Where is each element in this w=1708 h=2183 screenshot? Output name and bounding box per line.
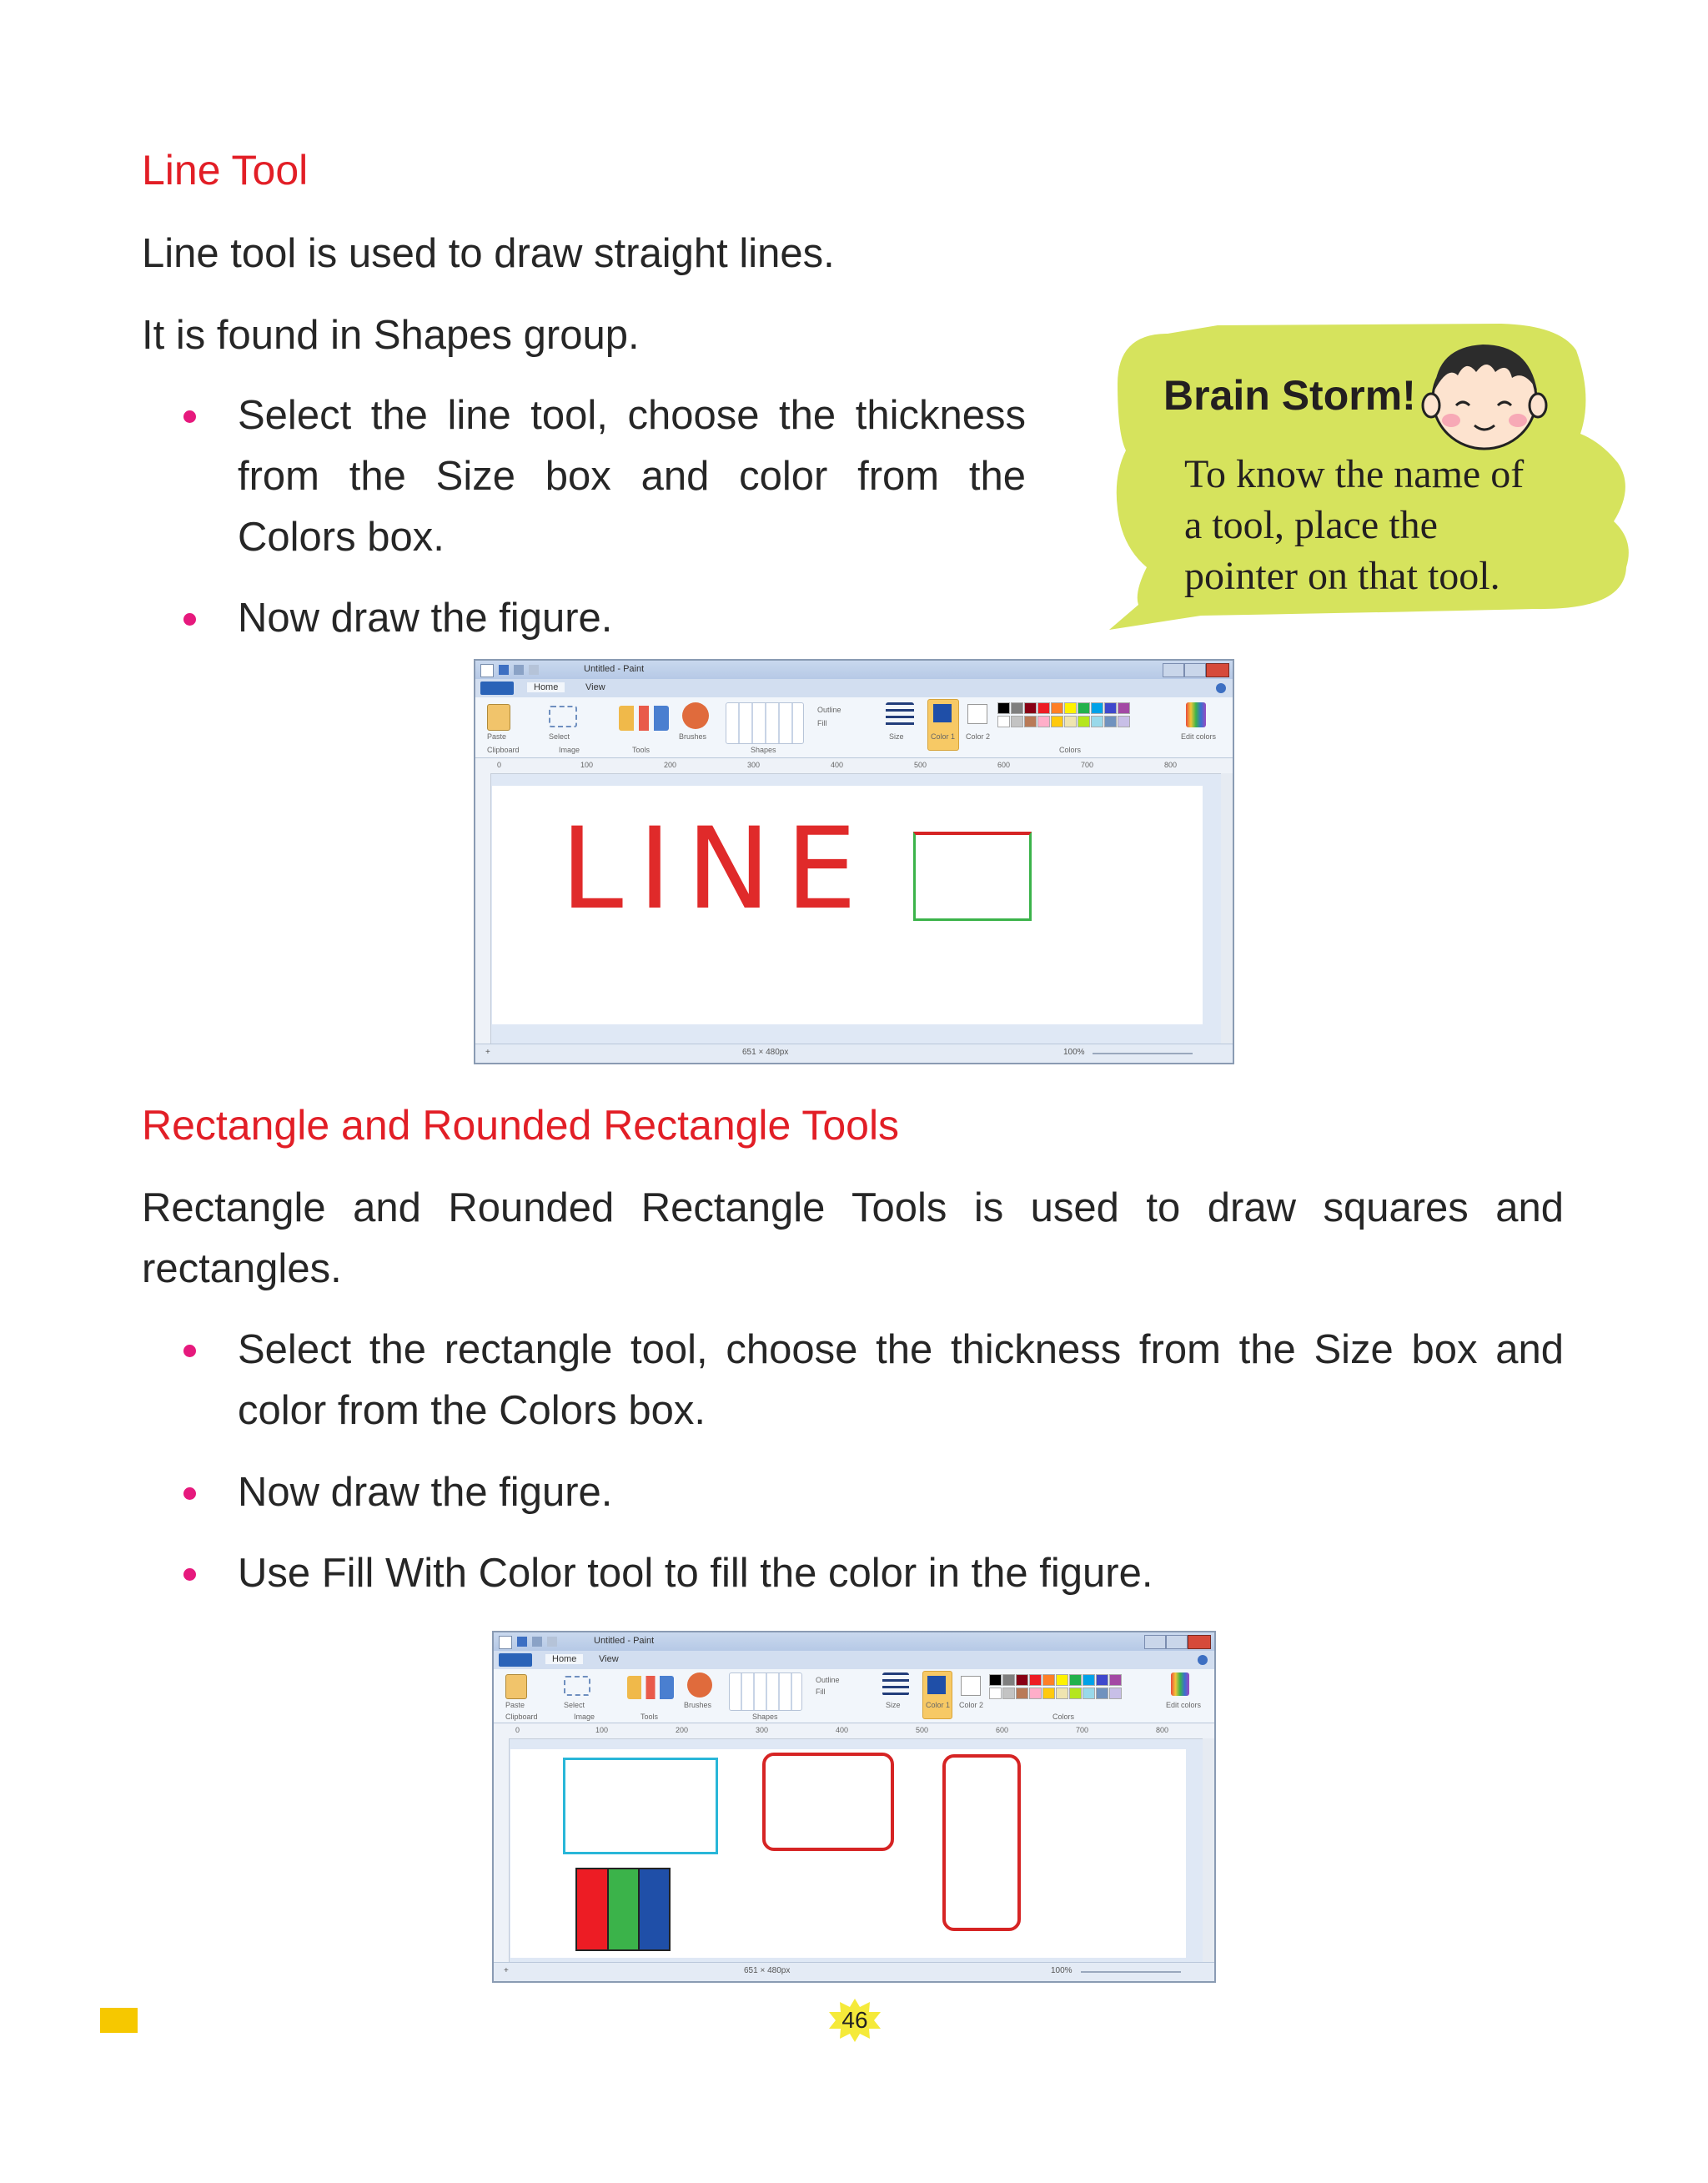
palette-swatch[interactable]: [1016, 1674, 1028, 1686]
section-heading-line-tool: Line Tool: [142, 147, 309, 194]
ribbon: [475, 697, 1233, 758]
palette-swatch[interactable]: [1064, 702, 1077, 714]
tab-home[interactable]: Home: [545, 1654, 583, 1664]
size-icon[interactable]: [882, 1672, 909, 1696]
window-title: Untitled - Paint: [594, 1636, 655, 1646]
color2-swatch[interactable]: [967, 704, 987, 724]
undo-icon[interactable]: [532, 1637, 542, 1647]
edit-colors-icon[interactable]: [1186, 702, 1206, 727]
ruler-mark: 600: [997, 761, 1011, 769]
group-label-tools: Tools: [632, 746, 651, 754]
palette-swatch[interactable]: [1109, 1674, 1122, 1686]
paint-window-rectangles: [492, 1631, 1216, 1983]
brushes-icon[interactable]: [687, 1672, 712, 1698]
palette-swatch[interactable]: [1042, 1674, 1055, 1686]
maximize-button[interactable]: [1184, 663, 1206, 677]
redo-icon[interactable]: [547, 1637, 557, 1647]
bullet-dot: [183, 1487, 196, 1500]
ruler-mark: 700: [1076, 1726, 1089, 1734]
zoom-slider[interactable]: [1093, 1053, 1193, 1054]
title-bar: [494, 1632, 1214, 1651]
palette-swatch[interactable]: [1064, 716, 1077, 727]
palette-swatch[interactable]: [1029, 1688, 1042, 1699]
ruler-mark: 500: [914, 761, 927, 769]
horizontal-ruler: [475, 758, 1233, 774]
palette-swatch[interactable]: [1091, 716, 1103, 727]
ruler-mark: 100: [595, 1726, 609, 1734]
ruler-mark: 200: [676, 1726, 689, 1734]
palette-swatch[interactable]: [1083, 1674, 1095, 1686]
select-icon[interactable]: [564, 1676, 590, 1696]
tab-home[interactable]: Home: [527, 682, 565, 692]
palette-swatch[interactable]: [1011, 702, 1023, 714]
add-icon: +: [504, 1966, 509, 1975]
close-button[interactable]: [1206, 663, 1229, 677]
palette-swatch[interactable]: [1069, 1688, 1082, 1699]
palette-swatch[interactable]: [1104, 702, 1117, 714]
status-bar: [475, 1044, 1233, 1063]
ruler-mark: 300: [747, 761, 761, 769]
paint-window-line: [474, 659, 1234, 1064]
ruler-mark: 400: [831, 761, 844, 769]
ribbon-tabs: [475, 679, 1233, 697]
size-label: Size: [889, 732, 904, 741]
size-label: Size: [886, 1701, 901, 1709]
bullet-dot: [183, 1345, 196, 1357]
group-label-clipboard: Clipboard: [487, 746, 520, 754]
app-icon: [480, 664, 494, 677]
save-icon[interactable]: [499, 665, 509, 675]
page-number-badge: [826, 1997, 884, 2044]
shapes-gallery[interactable]: [726, 702, 804, 744]
vertical-ruler: [494, 1738, 510, 1963]
color1-swatch: [927, 1676, 946, 1694]
palette-swatch[interactable]: [989, 1688, 1002, 1699]
color2-label: Color 2: [966, 732, 991, 741]
size-icon[interactable]: [886, 702, 914, 727]
rectangle-tools-description: [142, 1178, 1564, 1300]
bullet-dot: [183, 410, 196, 423]
zoom-level: 100%: [1051, 1966, 1073, 1975]
bullet-dot: [183, 613, 196, 626]
minimize-button[interactable]: [1163, 663, 1184, 677]
tools-icons[interactable]: [627, 1676, 674, 1699]
zoom-level: 100%: [1063, 1048, 1085, 1057]
window-title: Untitled - Paint: [584, 664, 645, 674]
maximize-button[interactable]: [1166, 1635, 1188, 1649]
palette-swatch[interactable]: [1011, 716, 1023, 727]
brainstorm-callout: [1101, 317, 1635, 634]
list-item-line: from the Size box and color from the: [238, 454, 1026, 499]
canvas-rounded-rectangle: [762, 1753, 894, 1851]
paragraph-line: Rectangle and Rounded Rectangle Tools is used to draw squares and: [142, 1185, 1564, 1230]
palette-swatch[interactable]: [1096, 1674, 1108, 1686]
ruler-mark: 100: [580, 761, 594, 769]
section-heading-rectangle-tools: Rectangle and Rounded Rectangle Tools: [142, 1102, 900, 1149]
fill-blue: [640, 1869, 669, 1949]
edit-colors-icon[interactable]: [1171, 1672, 1189, 1696]
add-icon: +: [485, 1048, 490, 1057]
status-bar: [494, 1962, 1214, 1981]
palette-swatch[interactable]: [1056, 1674, 1068, 1686]
brushes-label: Brushes: [684, 1701, 712, 1709]
palette-swatch[interactable]: [989, 1674, 1002, 1686]
palette-swatch[interactable]: [1024, 716, 1037, 727]
ribbon: [494, 1669, 1214, 1723]
select-icon[interactable]: [549, 706, 577, 727]
title-bar: [475, 661, 1233, 679]
outline-label: Outline: [816, 1676, 840, 1684]
app-icon: [499, 1636, 512, 1649]
canvas-rectangle-cyan: [563, 1758, 718, 1854]
group-label-shapes: Shapes: [752, 1713, 778, 1721]
brainstorm-line: To know the name of: [1184, 452, 1525, 496]
paragraph-line: rectangles.: [142, 1246, 342, 1291]
zoom-slider[interactable]: [1081, 1971, 1181, 1973]
palette-swatch[interactable]: [1037, 716, 1050, 727]
group-label-image: Image: [574, 1713, 595, 1721]
palette-swatch[interactable]: [1083, 1688, 1095, 1699]
file-menu-button[interactable]: [480, 682, 514, 695]
brushes-label: Brushes: [679, 732, 707, 741]
palette-swatch[interactable]: [1109, 1688, 1122, 1699]
redo-icon[interactable]: [529, 665, 539, 675]
canvas-rectangle: [913, 832, 1032, 921]
outline-label: Outline: [817, 706, 841, 714]
palette-swatch[interactable]: [1016, 1688, 1028, 1699]
list-item: Use Fill With Color tool to fill the color in the figure.: [238, 1551, 1153, 1596]
line-tool-description: Line tool is used to draw straight lines.: [142, 231, 835, 276]
list-item-line: color from the Colors box.: [238, 1388, 706, 1433]
ruler-mark: 700: [1081, 761, 1094, 769]
shapes-gallery[interactable]: [729, 1672, 802, 1711]
palette-swatch[interactable]: [1118, 716, 1130, 727]
cartoon-face-icon: [1416, 332, 1550, 457]
brainstorm-text: [1184, 449, 1524, 601]
list-item-line: Select the rectangle tool, choose the thickness from the Size box and: [238, 1327, 1564, 1372]
tools-icons[interactable]: [619, 706, 669, 731]
list-item: Now draw the figure.: [238, 596, 613, 641]
ruler-mark: 300: [756, 1726, 769, 1734]
selection-size-text: 651 × 480px: [744, 1966, 791, 1975]
brainstorm-title: Brain Storm!: [1163, 372, 1416, 419]
paste-label: Paste: [505, 1701, 525, 1709]
list-item: Now draw the figure.: [238, 1470, 613, 1515]
brainstorm-line: a tool, place the: [1184, 503, 1438, 547]
list-item: [238, 1320, 1564, 1441]
drawing-canvas[interactable]: [492, 786, 1203, 1024]
paste-icon[interactable]: [505, 1674, 527, 1699]
palette-swatch[interactable]: [997, 702, 1010, 714]
group-label-tools: Tools: [640, 1713, 659, 1721]
tab-view[interactable]: View: [599, 1654, 619, 1664]
palette-swatch[interactable]: [1078, 702, 1090, 714]
fill-label: Fill: [816, 1688, 826, 1696]
palette-swatch[interactable]: [1118, 702, 1130, 714]
palette-swatch[interactable]: [1002, 1688, 1015, 1699]
group-label-shapes: Shapes: [751, 746, 776, 754]
list-item-line: Colors box.: [238, 515, 445, 560]
palette-swatch[interactable]: [1069, 1674, 1082, 1686]
group-label-image: Image: [559, 746, 580, 754]
select-label: Select: [549, 732, 570, 741]
paste-label: Paste: [487, 732, 507, 741]
fill-green: [609, 1869, 640, 1949]
vertical-ruler: [475, 773, 491, 1044]
close-button[interactable]: [1188, 1635, 1211, 1649]
palette-swatch[interactable]: [1096, 1688, 1108, 1699]
fill-label: Fill: [817, 719, 827, 727]
bullet-dot: [183, 1568, 196, 1581]
edit-colors-label: Edit colors: [1166, 1701, 1202, 1709]
ruler-mark: 0: [497, 761, 502, 769]
group-label-colors: Colors: [1052, 1713, 1075, 1721]
group-label-clipboard: Clipboard: [505, 1713, 538, 1721]
color2-label: Color 2: [959, 1701, 984, 1709]
palette-swatch[interactable]: [1056, 1688, 1068, 1699]
page-corner-marker: [100, 2008, 138, 2033]
save-icon[interactable]: [517, 1637, 527, 1647]
page-number: 46: [841, 2007, 868, 2033]
palette-swatch[interactable]: [1024, 702, 1037, 714]
ruler-mark: 600: [996, 1726, 1009, 1734]
ruler-mark: 0: [515, 1726, 520, 1734]
edit-colors-label: Edit colors: [1181, 732, 1217, 741]
color1-swatch: [933, 704, 952, 722]
fill-red: [577, 1869, 609, 1949]
ruler-mark: 800: [1156, 1726, 1169, 1734]
list-item: [238, 385, 1026, 568]
minimize-button[interactable]: [1144, 1635, 1166, 1649]
palette-swatch[interactable]: [1002, 1674, 1015, 1686]
ruler-mark: 800: [1164, 761, 1178, 769]
palette-swatch[interactable]: [1051, 716, 1063, 727]
brainstorm-line: pointer on that tool.: [1184, 554, 1500, 598]
tab-view[interactable]: View: [585, 682, 605, 692]
palette-swatch[interactable]: [1042, 1688, 1055, 1699]
color1-label: Color 1: [931, 732, 956, 741]
color2-swatch[interactable]: [961, 1676, 981, 1696]
vertical-scrollbar[interactable]: [1221, 773, 1233, 1044]
ribbon-tabs: [494, 1651, 1214, 1669]
ruler-mark: 500: [916, 1726, 929, 1734]
palette-swatch[interactable]: [997, 716, 1010, 727]
palette-swatch[interactable]: [1029, 1674, 1042, 1686]
help-icon[interactable]: [1198, 1655, 1208, 1665]
brushes-icon[interactable]: [682, 702, 709, 729]
canvas-filled-rectangle: [575, 1868, 671, 1951]
canvas-line-text: LINE: [560, 803, 872, 934]
line-tool-location: It is found in Shapes group.: [142, 313, 640, 358]
palette-swatch[interactable]: [1104, 716, 1117, 727]
file-menu-button[interactable]: [499, 1653, 532, 1667]
horizontal-ruler: [494, 1723, 1214, 1739]
palette-swatch[interactable]: [1051, 702, 1063, 714]
palette-swatch[interactable]: [1078, 716, 1090, 727]
drawing-canvas[interactable]: [510, 1749, 1186, 1958]
select-label: Select: [564, 1701, 585, 1709]
palette-swatch[interactable]: [1037, 702, 1050, 714]
help-icon[interactable]: [1216, 683, 1226, 693]
ruler-mark: 400: [836, 1726, 849, 1734]
group-label-colors: Colors: [1059, 746, 1082, 754]
ruler-mark: 200: [664, 761, 677, 769]
undo-icon[interactable]: [514, 665, 524, 675]
paste-icon[interactable]: [487, 704, 510, 731]
selection-size-text: 651 × 480px: [742, 1048, 789, 1057]
color1-label: Color 1: [926, 1701, 951, 1709]
list-item-line: Select the line tool, choose the thickness: [238, 393, 1026, 438]
vertical-scrollbar[interactable]: [1203, 1738, 1214, 1963]
canvas-rounded-rectangle-tall: [942, 1754, 1021, 1931]
palette-swatch[interactable]: [1091, 702, 1103, 714]
